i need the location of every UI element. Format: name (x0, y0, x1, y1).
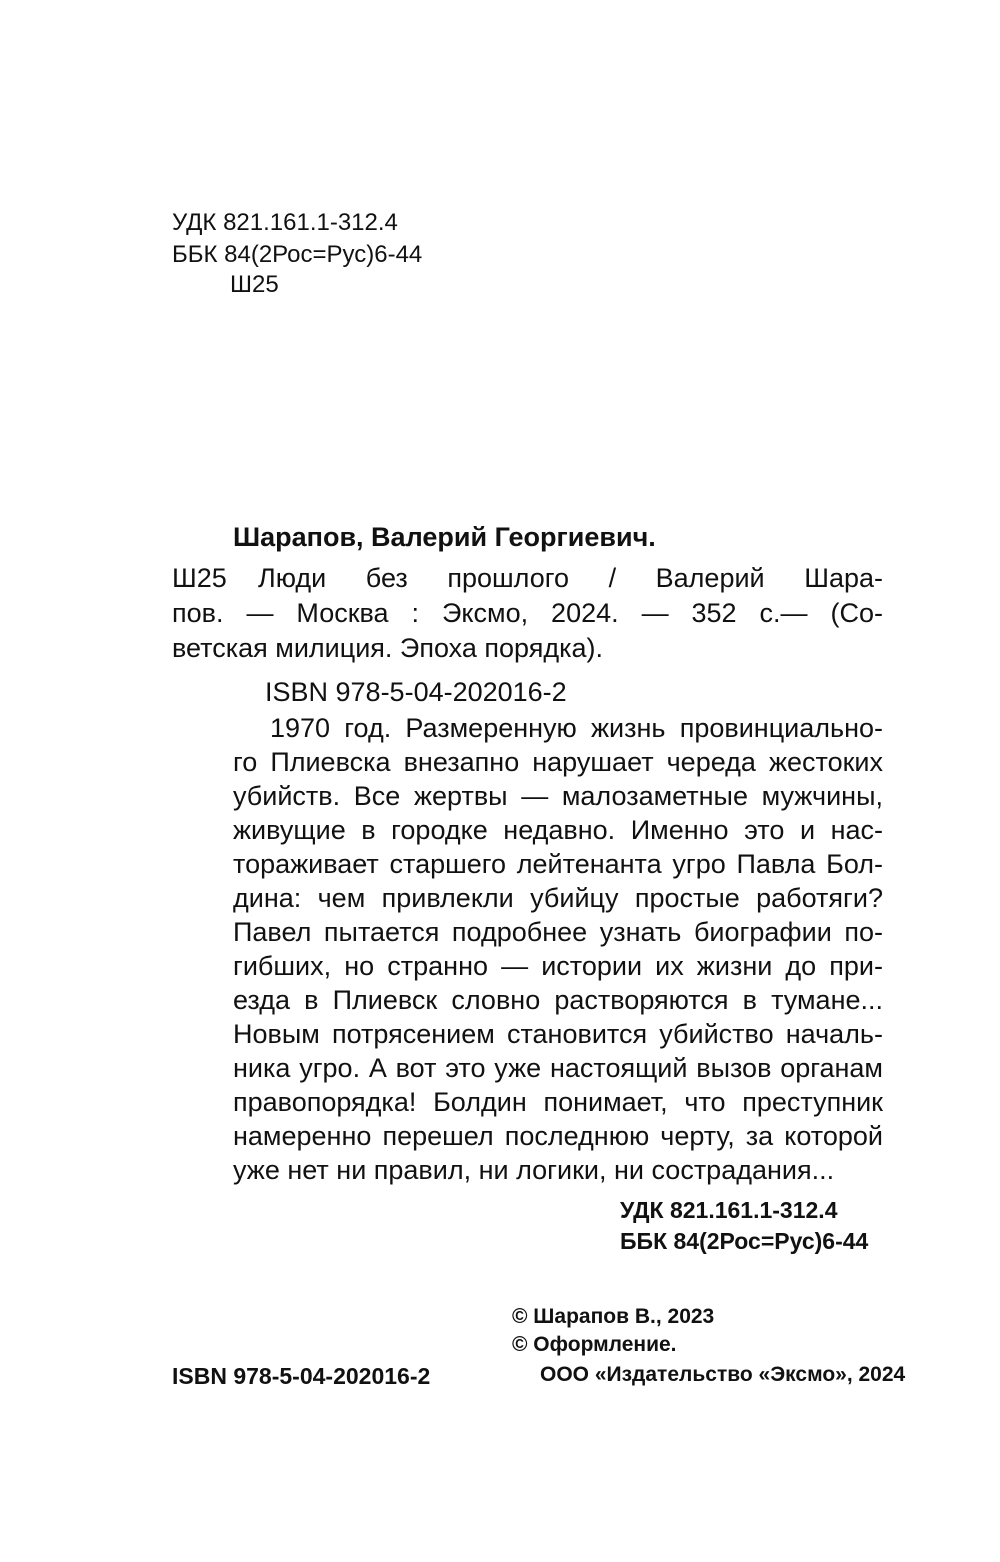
annotation-line: ника угро. А вот это уже настоящий вызов органам (233, 1053, 883, 1083)
annotation-line: езда в Плиевск словно растворяются в тумане... (233, 985, 883, 1015)
copyright-design: © Оформление. (512, 1333, 677, 1356)
isbn-bottom: ISBN 978-5-04-202016-2 (172, 1363, 431, 1389)
annotation-line: живущие в городке недавно. Именно это и нас- (233, 815, 883, 845)
author-name: Шарапов, Валерий Георгиевич. (233, 522, 656, 552)
isbn-record: ISBN 978-5-04-202016-2 (265, 677, 567, 707)
publisher: ООО «Издательство «Эксмо», 2024 (540, 1363, 906, 1386)
annotation-line: уже нет ни правил, ни логики, ни сострадания... (233, 1155, 835, 1185)
udk-bottom: УДК 821.161.1-312.4 (620, 1197, 838, 1223)
author-code: Ш25 (172, 563, 227, 593)
annotation-line: намеренно перешел последнюю черту, за которой (233, 1121, 883, 1151)
author-code-top: Ш25 (230, 271, 279, 298)
annotation-line: правопорядка! Болдин понимает, что преступник (233, 1087, 883, 1117)
title-line: пов. — Москва : Эксмо, 2024. — 352 с.— (Со- (172, 598, 883, 628)
annotation-line: тораживает старшего лейтенанта угро Павла Бол- (233, 849, 883, 879)
udk-top: УДК 821.161.1-312.4 (172, 209, 398, 236)
annotation-line: Павел пытается подробнее узнать биографии по- (233, 917, 883, 947)
title-line: ветская милиция. Эпоха порядка). (172, 633, 604, 663)
title-line: Люди без прошлого / Валерий Шара- (258, 563, 883, 593)
annotation-line: 1970 год. Размеренную жизнь провинциально- (270, 713, 883, 743)
bbk-top: ББК 84(2Рос=Рус)6-44 (172, 241, 423, 268)
copyright-author: © Шарапов В., 2023 (512, 1305, 715, 1328)
annotation-line: го Плиевска внезапно нарушает череда жестоких (233, 747, 883, 777)
annotation-line: Новым потрясением становится убийство началь- (233, 1019, 883, 1049)
bbk-bottom: ББК 84(2Рос=Рус)6-44 (620, 1228, 869, 1254)
annotation-line: гибших, но странно — истории их жизни до при- (233, 951, 883, 981)
annotation-line: убийств. Все жертвы — малозаметные мужчины, (233, 781, 883, 811)
annotation-line: дина: чем привлекли убийцу простые работяги? (233, 883, 883, 913)
